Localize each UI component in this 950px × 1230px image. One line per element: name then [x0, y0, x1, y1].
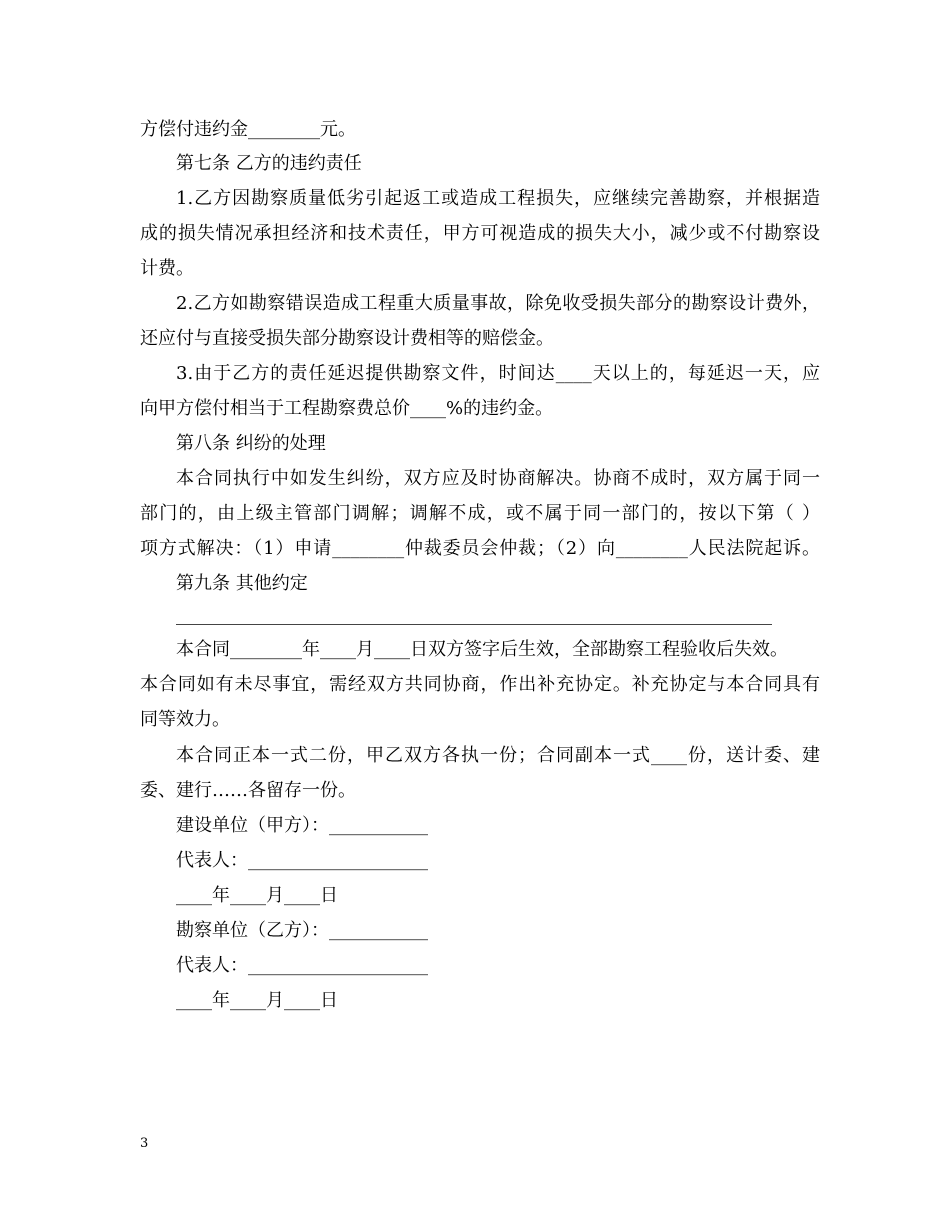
- signature-rep-a: 代表人：____________________: [176, 850, 428, 871]
- signature-party-a: 建设单位（甲方）：___________: [176, 815, 428, 836]
- text-line: 本合同执行中如发生纠纷，双方应及时协商解决。协商不成时，双方属于同一: [176, 468, 820, 489]
- text-line: 部门的，由上级主管部门调解；调解不成，或不属于同一部门的，按以下第（ ）: [140, 503, 820, 524]
- signature-party-b: 勘察单位（乙方）：___________: [176, 920, 428, 941]
- page-number: 3: [140, 1136, 149, 1151]
- section-heading-9: 第九条 其他约定: [176, 573, 308, 594]
- signature-date-a: ____年____月____日: [176, 885, 338, 906]
- text-line: 委、建行……各留存一份。: [140, 780, 356, 801]
- text-line: 还应付与直接受损失部分勘察设计费相等的赔偿金。: [140, 328, 554, 349]
- text-line: 2.乙方如勘察错误造成工程重大质量事故，除免收受损失部分的勘察设计费外，: [176, 293, 820, 314]
- text-line: 计费。: [140, 258, 194, 279]
- blank-underline: [176, 624, 772, 625]
- text-line: 项方式解决：（1）申请________仲裁委员会仲裁；（2）向________人民法院起诉。: [140, 538, 820, 559]
- text-line: 同等效力。: [140, 709, 230, 730]
- text-line: 本合同如有未尽事宜，需经双方共同协商，作出补充协定。补充协定与本合同具有: [140, 674, 820, 695]
- text-line: 本合同正本一式二份，甲乙双方各执一份；合同副本一式____份，送计委、建: [176, 745, 820, 766]
- signature-date-b: ____年____月____日: [176, 990, 338, 1011]
- text-line: 3.由于乙方的责任延迟提供勘察文件，时间达____天以上的，每延迟一天，应: [176, 363, 820, 384]
- text-line: 1.乙方因勘察质量低劣引起返工或造成工程损失，应继续完善勘察，并根据造: [176, 188, 820, 209]
- text-line: 成的损失情况承担经济和技术责任，甲方可视造成的损失大小，减少或不付勘察设: [140, 223, 820, 244]
- signature-rep-b: 代表人：____________________: [176, 955, 428, 976]
- text-line: 向甲方偿付相当于工程勘察费总价____%的违约金。: [140, 398, 554, 419]
- text-line: 本合同________年____月____日双方签字后生效，全部勘察工程验收后失效。: [176, 639, 788, 660]
- text-line: 方偿付违约金________元。: [140, 119, 356, 140]
- section-heading-7: 第七条 乙方的违约责任: [176, 153, 362, 174]
- section-heading-8: 第八条 纠纷的处理: [176, 433, 326, 454]
